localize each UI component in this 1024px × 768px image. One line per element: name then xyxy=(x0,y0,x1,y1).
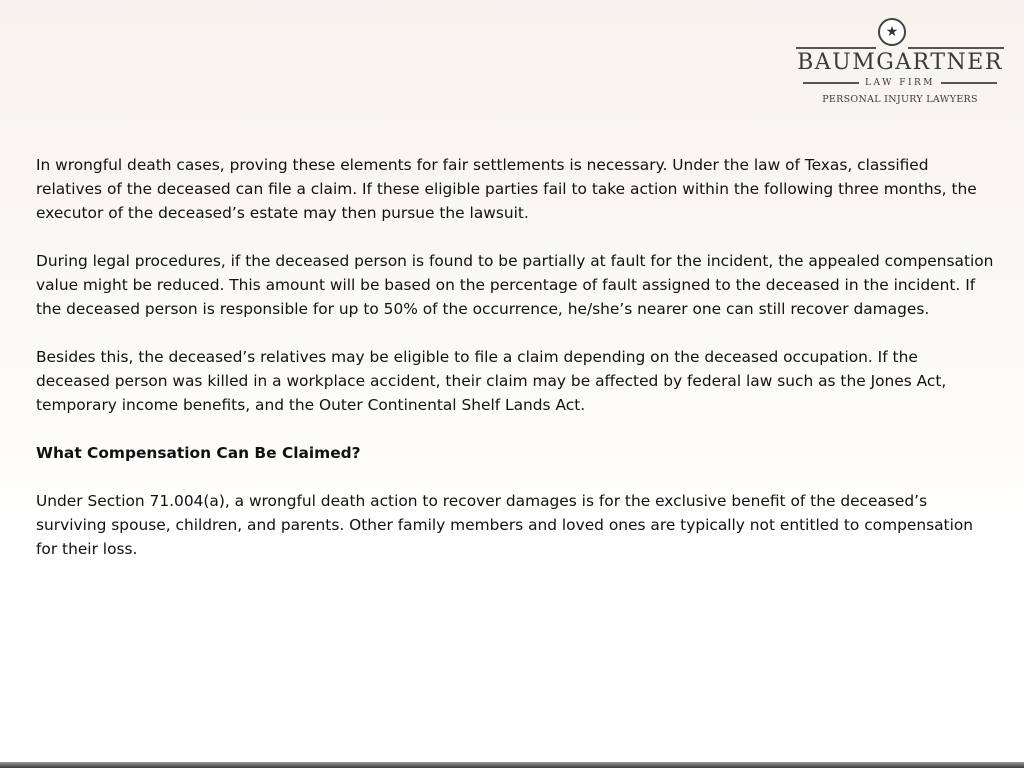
bottom-bar xyxy=(0,762,1024,768)
body-text xyxy=(36,153,996,585)
logo-subtitle: LAW FIRM xyxy=(864,78,935,88)
paragraph-compensation: Under Section 71.004(a), a wrongful death action to recover damages is for the exclusive benefit of the deceased’s surviving spouse, children, and parents. Other family members and loved ones are typically not entitled to compensation for their loss. xyxy=(36,492,974,558)
logo-subtitle-rule-left xyxy=(803,82,859,84)
firm-logo xyxy=(790,16,1010,108)
paragraph-fault: During legal procedures, if the deceased person is found to be partially at fault for the incident, the appealed compensation value might be reduced. This amount will be based on the percentage of fault assigned to the deceased in the incident. If the deceased person is responsible for up to 50% of the occurrence, he/she’s nearer one can still recover damages. xyxy=(36,252,994,318)
star-badge-icon: ★ xyxy=(878,18,906,46)
logo-subtitle-rule-right xyxy=(941,82,997,84)
logo-rule-right xyxy=(908,47,1004,49)
section-heading: What Compensation Can Be Claimed? xyxy=(36,444,361,462)
logo-firm-name: BAUMGARTNER xyxy=(797,50,1003,75)
logo-subtitle-row xyxy=(790,76,1010,90)
logo-rule-left xyxy=(796,47,876,49)
paragraph-occupation: Besides this, the deceased’s relatives may be eligible to file a claim depending on the deceased occupation. If the deceased person was killed in a workplace accident, their claim may be affected by federal law such as the Jones Act, temporary income benefits, and the Outer Continental Shelf Lands Act. xyxy=(36,348,947,414)
logo-tagline: PERSONAL INJURY LAWYERS xyxy=(822,94,978,105)
paragraph-eligibility: In wrongful death cases, proving these elements for fair settlements is necessary. Under the law of Texas, classified relatives of the deceased can file a claim. If these eligible parties fail to take action within the following three months, the executor of the deceased’s estate may then pursue the lawsuit. xyxy=(36,156,977,222)
